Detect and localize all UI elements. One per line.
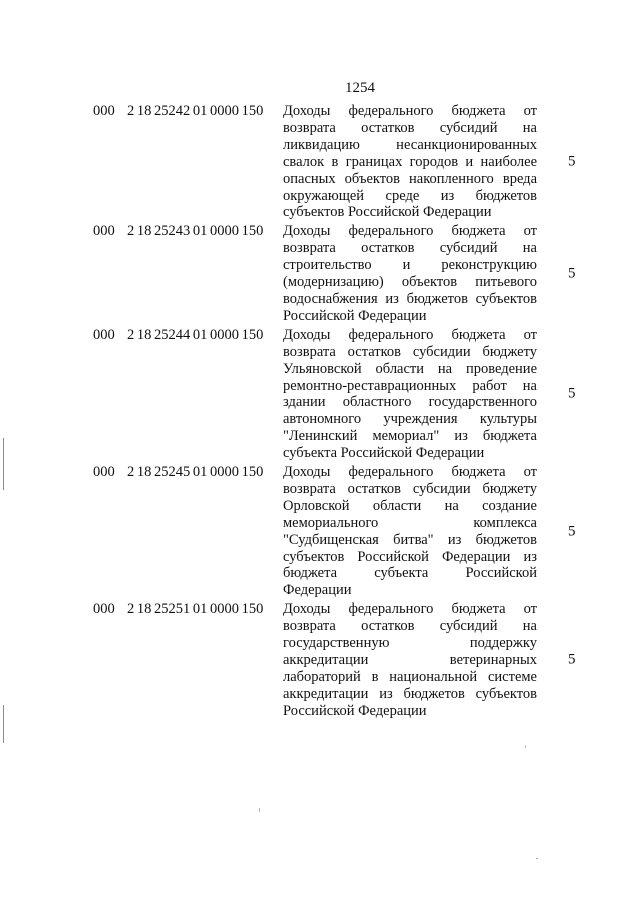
budget-classification-code: 2 18 25242 01 0000 150 (127, 103, 264, 119)
table-row (0, 601, 640, 719)
budget-classification-code: 2 18 25251 01 0000 150 (127, 601, 264, 618)
revenue-value: 5 (568, 651, 576, 668)
scan-margin-line (3, 705, 4, 743)
scan-speck (259, 808, 260, 812)
scan-margin-line (3, 438, 4, 490)
revenue-description: Доходы федерального бюджета от возврата остатков субсидий на строительство и реконструкцию (модернизацию) объектов питьевого водоснабжения из бюджетов субъектов Российской Федерации (283, 223, 537, 324)
admin-code: 000 (93, 103, 115, 119)
budget-classification-code: 2 18 25245 01 0000 150 (127, 464, 264, 481)
table-row (0, 223, 640, 324)
scan-speck (536, 858, 538, 859)
admin-code: 000 (93, 326, 115, 343)
revenue-value: 5 (568, 153, 576, 170)
page-number: 1254 (345, 80, 375, 96)
admin-code: 000 (93, 223, 115, 240)
table-row (0, 464, 640, 599)
scan-speck (525, 745, 526, 748)
revenue-description: Доходы федерального бюджета от возврата остатков субсидий на ликвидацию несанкционированных свалок в границах городов и наиболее опасных объектов накопленного вреда окружающей среде из бюджетов субъектов Российской Федерации (283, 103, 537, 221)
revenue-table (0, 103, 640, 722)
admin-code: 000 (93, 464, 115, 481)
revenue-value: 5 (568, 265, 576, 282)
revenue-description: Доходы федерального бюджета от возврата остатков субсидии бюджету Орловской области на создание мемориального комплекса "Судбищенская битва" из бюджетов субъектов Российской Федерации из бюджета субъекта Российской Федерации (283, 464, 537, 599)
revenue-description: Доходы федерального бюджета от возврата остатков субсидий на государственную поддержку аккредитации ветеринарных лабораторий в национальной системе аккредитации из бюджетов субъектов Российской Федерации (283, 601, 537, 719)
table-row (0, 103, 640, 221)
budget-classification-code: 2 18 25244 01 0000 150 (127, 326, 264, 343)
revenue-description: Доходы федерального бюджета от возврата остатков субсидии бюджету Ульяновской области на проведение ремонтно-реставрационных работ на здании областного государственного автономного учреждения культуры "Ленинский мемориал" из бюджета субъекта Российской Федерации (283, 326, 537, 462)
revenue-value: 5 (568, 523, 576, 540)
revenue-value: 5 (568, 385, 576, 402)
table-row (0, 327, 640, 462)
budget-classification-code: 2 18 25243 01 0000 150 (127, 223, 264, 240)
admin-code: 000 (93, 601, 115, 618)
